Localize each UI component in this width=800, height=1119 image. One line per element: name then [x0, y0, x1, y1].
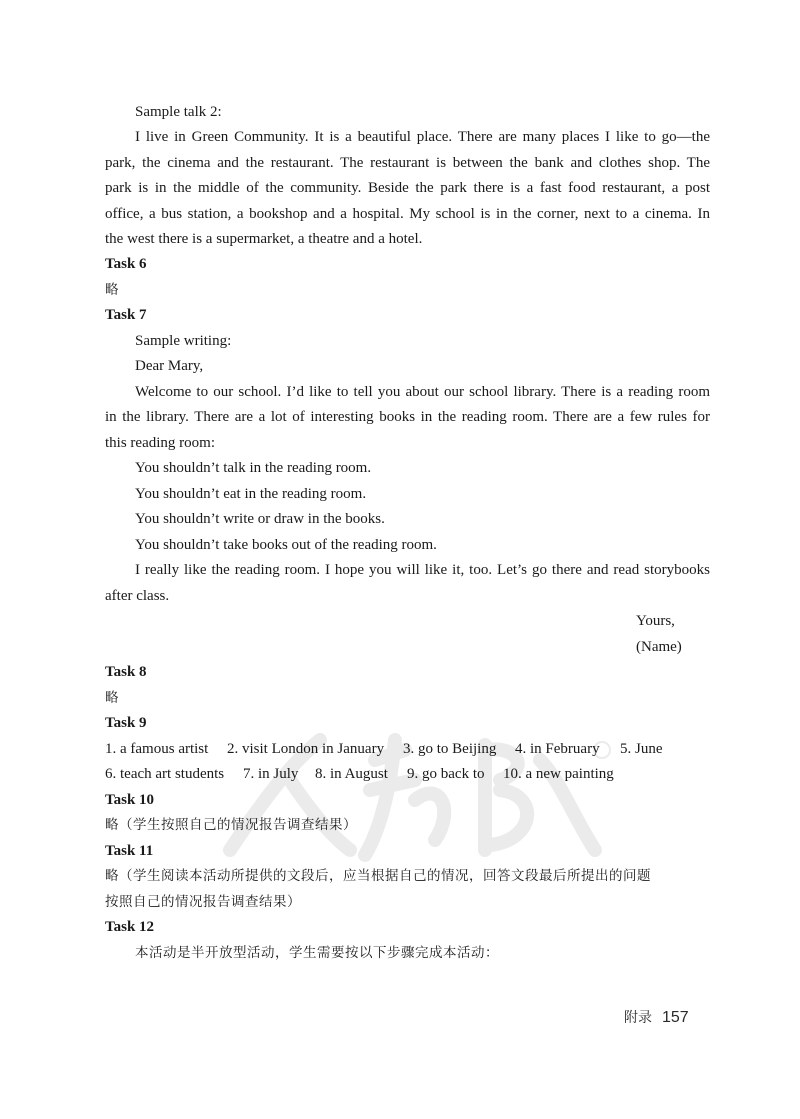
letter-line: after class.: [105, 588, 170, 604]
answer-item: 8. in August: [315, 766, 388, 782]
task11-line: 按照自己的情况报告调查结果）: [105, 894, 301, 910]
task11-heading: Task 11: [105, 843, 154, 859]
letter-line: I really like the reading room. I hope you will like it, too. Let’s go there and read storybooks: [135, 562, 710, 578]
footer-section-label: 附录: [624, 1010, 652, 1026]
sample-talk-line: the west there is a supermarket, a theatre and a hotel.: [105, 231, 423, 247]
answer-item: 7. in July: [243, 766, 299, 782]
answer-item: 5. June: [620, 741, 663, 757]
answer-item: 6. teach art students: [105, 766, 225, 782]
answer-item: 3. go to Beijing: [403, 741, 497, 757]
letter-closing: Yours,: [636, 613, 675, 629]
answer-item: 4. in February: [515, 741, 600, 757]
answer-item: 1. a famous artist: [105, 741, 209, 757]
answer-item: 2. visit London in January: [227, 741, 385, 757]
answer-item: 10. a new painting: [503, 766, 614, 782]
task6-body: 略: [105, 282, 119, 298]
sample-talk-line: park is in the middle of the community. Beside the park there is a fast food restaurant, a post: [105, 180, 710, 196]
rule-item: You shouldn’t write or draw in the books.: [135, 511, 385, 527]
task12-heading: Task 12: [105, 919, 155, 935]
letter-line: Welcome to our school. I’d like to tell you about our school library. There is a reading room: [135, 384, 710, 400]
sample-talk-line: office, a bus station, a bookshop and a hospital. My school is in the corner, next to a cinema. In: [105, 206, 710, 222]
task7-heading: Task 7: [105, 307, 147, 323]
letter-signature: (Name): [636, 639, 682, 655]
page-number: 157: [662, 1009, 689, 1026]
task8-body: 略: [105, 690, 119, 706]
task10-heading: Task 10: [105, 792, 155, 808]
answer-item: 9. go back to: [407, 766, 485, 782]
sample-talk-label: Sample talk 2:: [135, 104, 222, 120]
letter-line: this reading room:: [105, 435, 215, 451]
sample-talk-line: park, the cinema and the restaurant. The restaurant is between the bank and clothes shop. The: [105, 155, 710, 171]
task6-heading: Task 6: [105, 256, 147, 272]
rule-item: You shouldn’t talk in the reading room.: [135, 460, 372, 476]
task8-heading: Task 8: [105, 664, 147, 680]
task9-heading: Task 9: [105, 715, 147, 731]
rule-item: You shouldn’t take books out of the reading room.: [135, 537, 437, 553]
page-footer: [624, 1008, 689, 1028]
letter-line: in the library. There are a lot of interesting books in the reading room. There are a few rules for: [105, 409, 710, 425]
sample-talk-line: I live in Green Community. It is a beautiful place. There are many places I like to go—the: [135, 129, 710, 145]
task10-body: 略（学生按照自己的情况报告调查结果）: [105, 817, 357, 833]
letter-greeting: Dear Mary,: [135, 358, 204, 374]
task11-line: 略（学生阅读本活动所提供的文段后，应当根据自己的情况，回答文段最后所提出的问题: [105, 868, 651, 884]
rule-item: You shouldn’t eat in the reading room.: [135, 486, 367, 502]
task12-body: 本活动是半开放型活动，学生需要按以下步骤完成本活动：: [135, 945, 499, 961]
sample-writing-label: Sample writing:: [135, 333, 232, 349]
